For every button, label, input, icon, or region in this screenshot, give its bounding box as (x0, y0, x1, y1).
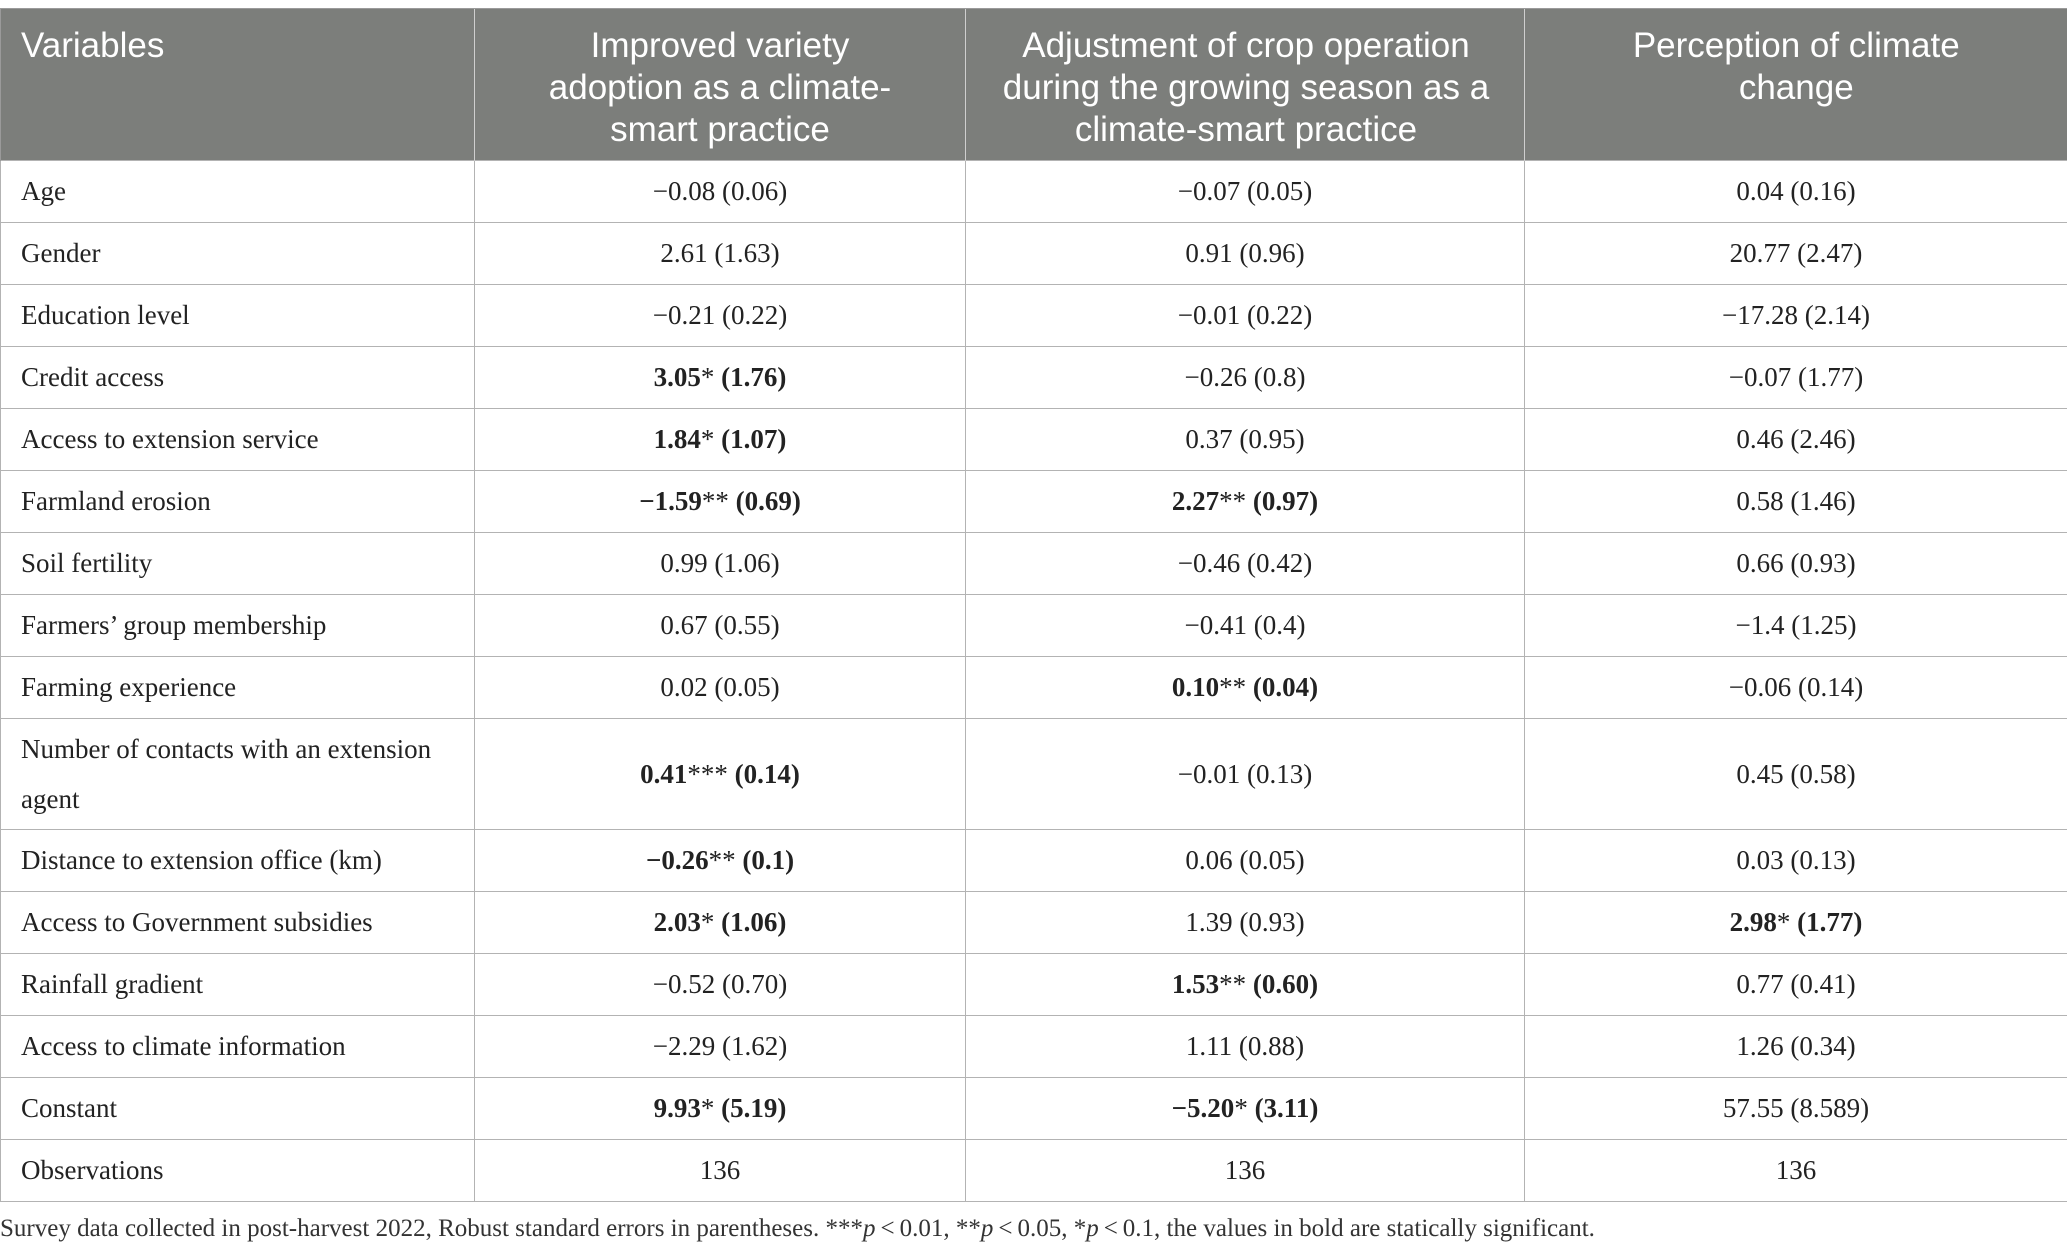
table-row (1, 533, 2067, 595)
row-label: Credit access (1, 347, 475, 409)
coefficient-cell (475, 1016, 966, 1078)
standard-error: (0.13) (1247, 759, 1313, 789)
coefficient-cell (1525, 347, 2067, 409)
significance-stars: ** (701, 486, 729, 516)
coef-value: −0.21 (652, 300, 716, 330)
coef-value: 0.99 (660, 548, 708, 578)
table-row (1, 223, 2067, 285)
standard-error: (0.06) (722, 176, 788, 206)
standard-error: (0.60) (1252, 969, 1319, 999)
coef-value: 20.77 (1729, 238, 1791, 268)
standard-error: (3.11) (1254, 1093, 1319, 1123)
standard-error: (0.69) (735, 486, 801, 516)
coefficient-cell (966, 830, 1525, 892)
footnote-p2: p (980, 1215, 994, 1242)
standard-error: (0.93) (1239, 907, 1305, 937)
footnote-part4: < 0.1, the values in bold are statically significant. (1098, 1215, 1595, 1242)
table-body (1, 161, 2067, 1202)
standard-error: (0.8) (1253, 362, 1306, 392)
row-label: Soil fertility (1, 533, 475, 595)
coef-value: 1.26 (1736, 1031, 1784, 1061)
standard-error: (0.42) (1247, 548, 1313, 578)
coefficient-cell (1525, 1078, 2067, 1140)
table-row (1, 1016, 2067, 1078)
standard-error: (0.13) (1790, 845, 1856, 875)
standard-error: (1.06) (721, 907, 787, 937)
row-label: Observations (1, 1140, 475, 1202)
significance-stars: ** (1219, 486, 1247, 516)
standard-error: (5.19) (721, 1093, 787, 1123)
standard-error: (0.22) (722, 300, 788, 330)
coefficient-cell (1525, 657, 2067, 719)
coefficient-cell (966, 409, 1525, 471)
footnote-part3: < 0.05, * (993, 1215, 1087, 1242)
coef-value: 2.27 (1171, 486, 1220, 516)
coef-value: 2.03 (653, 907, 701, 937)
coef-value: 136 (1775, 1155, 1817, 1185)
standard-error: (1.06) (714, 548, 780, 578)
header-perception (1525, 9, 2067, 161)
row-label: Access to Government subsidies (1, 892, 475, 954)
coef-value: 0.41 (640, 759, 688, 789)
footnote-p3: p (1086, 1215, 1099, 1242)
coefficient-cell (1525, 285, 2067, 347)
row-label: Access to climate information (1, 1016, 475, 1078)
coef-value: −0.07 (1177, 176, 1241, 206)
table-row (1, 892, 2067, 954)
standard-error: (0.4) (1253, 610, 1306, 640)
coefficient-cell (475, 223, 966, 285)
standard-error: (0.04) (1252, 672, 1319, 702)
coef-value: 0.04 (1736, 176, 1784, 206)
coefficient-cell (966, 285, 1525, 347)
table-row (1, 285, 2067, 347)
coefficient-cell (1525, 830, 2067, 892)
significance-stars: *** (687, 759, 728, 789)
coef-value: −2.29 (652, 1031, 716, 1061)
coef-value: 1.53 (1171, 969, 1220, 999)
coefficient-cell (475, 533, 966, 595)
coefficient-cell (475, 471, 966, 533)
standard-error: (0.41) (1790, 969, 1856, 999)
coef-value: 136 (699, 1155, 741, 1185)
coef-value: 1.84 (653, 424, 701, 454)
standard-error: (0.88) (1238, 1031, 1305, 1061)
table-row (1, 1078, 2067, 1140)
header-row (1, 9, 2067, 161)
regression-table (0, 8, 2067, 1202)
coefficient-cell (475, 347, 966, 409)
coef-value: 0.06 (1185, 845, 1233, 875)
significance-stars: ** (1219, 672, 1247, 702)
coef-value: 2.98 (1729, 907, 1777, 937)
coefficient-cell (966, 1140, 1525, 1202)
coef-value: −0.01 (1177, 759, 1241, 789)
significance-stars: * (700, 362, 715, 392)
header-improved-variety (475, 9, 966, 161)
standard-error: (2.14) (1804, 300, 1870, 330)
row-label: Age (1, 161, 475, 223)
coefficient-cell (475, 1140, 966, 1202)
standard-error: (8.589) (1790, 1093, 1870, 1123)
significance-stars: ** (1219, 969, 1247, 999)
standard-error: (0.93) (1790, 548, 1856, 578)
coef-value: 0.10 (1171, 672, 1220, 702)
standard-error: (0.22) (1247, 300, 1313, 330)
coefficient-cell (1525, 1016, 2067, 1078)
coefficient-cell (966, 471, 1525, 533)
table-row (1, 595, 2067, 657)
header-perception-text: Perception of climate change (1632, 26, 1960, 107)
coefficient-cell (475, 409, 966, 471)
table-row (1, 830, 2067, 892)
coef-value: 0.45 (1736, 759, 1784, 789)
row-label: Rainfall gradient (1, 954, 475, 1016)
significance-stars: * (700, 424, 715, 454)
standard-error: (0.05) (1239, 845, 1305, 875)
coefficient-cell (475, 1078, 966, 1140)
coefficient-cell (966, 533, 1525, 595)
coefficient-cell (1525, 954, 2067, 1016)
coef-value: 2.61 (660, 238, 708, 268)
standard-error: (0.95) (1239, 424, 1305, 454)
coef-value: 0.46 (1736, 424, 1784, 454)
table-row (1, 409, 2067, 471)
coefficient-cell (1525, 1140, 2067, 1202)
standard-error: (0.16) (1790, 176, 1856, 206)
coefficient-cell (966, 1016, 1525, 1078)
coef-value: −0.46 (1177, 548, 1241, 578)
row-label: Number of contacts with an extension agent (1, 719, 475, 830)
row-label: Farmland erosion (1, 471, 475, 533)
coefficient-cell (475, 830, 966, 892)
table-row (1, 161, 2067, 223)
coefficient-cell (1525, 223, 2067, 285)
standard-error: (0.96) (1239, 238, 1305, 268)
coefficient-cell (475, 954, 966, 1016)
footnote-p1: p (862, 1215, 876, 1242)
coef-value: 0.02 (660, 672, 708, 702)
standard-error: (1.25) (1791, 610, 1857, 640)
row-label: Constant (1, 1078, 475, 1140)
coefficient-cell (1525, 471, 2067, 533)
coefficient-cell (475, 719, 966, 830)
row-label: Gender (1, 223, 475, 285)
coefficient-cell (475, 892, 966, 954)
standard-error: (0.05) (714, 672, 780, 702)
coefficient-cell (966, 161, 1525, 223)
coef-value: 1.11 (1185, 1031, 1233, 1061)
coef-value: 0.58 (1736, 486, 1784, 516)
coefficient-cell (1525, 409, 2067, 471)
standard-error: (0.34) (1790, 1031, 1856, 1061)
header-variables: Variables (1, 9, 475, 161)
table-row (1, 954, 2067, 1016)
standard-error: (0.14) (1798, 672, 1864, 702)
row-label: Education level (1, 285, 475, 347)
standard-error: (1.46) (1790, 486, 1856, 516)
standard-error: (0.14) (734, 759, 800, 789)
coefficient-cell (475, 657, 966, 719)
coefficient-cell (966, 1078, 1525, 1140)
standard-error: (1.76) (721, 362, 787, 392)
coef-value: −0.26 (1184, 362, 1247, 392)
standard-error: (0.97) (1252, 486, 1319, 516)
table-row (1, 719, 2067, 830)
coef-value: −5.20 (1171, 1093, 1235, 1123)
significance-stars: ** (708, 845, 736, 875)
header-crop-operation-text: Adjustment of crop operation during the growing season as a climate-smart practice (1002, 26, 1490, 149)
coefficient-cell (966, 347, 1525, 409)
header-crop-operation (966, 9, 1525, 161)
standard-error: (0.1) (742, 845, 795, 875)
coef-value: 0.66 (1736, 548, 1784, 578)
standard-error: (1.77) (1797, 907, 1863, 937)
coef-value: −0.52 (652, 969, 716, 999)
standard-error: (0.55) (714, 610, 780, 640)
coef-value: −1.59 (639, 486, 702, 516)
coef-value: −0.01 (1177, 300, 1241, 330)
standard-error: (0.70) (722, 969, 788, 999)
coef-value: −0.26 (645, 845, 709, 875)
row-label: Access to extension service (1, 409, 475, 471)
coef-value: −0.07 (1728, 362, 1792, 392)
table-row (1, 347, 2067, 409)
coef-value: 0.91 (1185, 238, 1233, 268)
coef-value: 3.05 (653, 362, 701, 392)
table-row (1, 1140, 2067, 1202)
coefficient-cell (1525, 161, 2067, 223)
header-improved-variety-text: Improved variety adoption as a climate-smart practice (548, 26, 892, 149)
row-label: Farming experience (1, 657, 475, 719)
table-header (1, 9, 2067, 161)
significance-stars: * (700, 907, 715, 937)
coefficient-cell (966, 719, 1525, 830)
coef-value: 0.37 (1185, 424, 1233, 454)
coefficient-cell (1525, 719, 2067, 830)
standard-error: (0.05) (1247, 176, 1313, 206)
coefficient-cell (966, 657, 1525, 719)
table-footnote (0, 1215, 2067, 1243)
standard-error: (1.63) (714, 238, 780, 268)
table-row (1, 657, 2067, 719)
coefficient-cell (966, 892, 1525, 954)
coefficient-cell (966, 954, 1525, 1016)
coef-value: −0.06 (1728, 672, 1792, 702)
footnote-part2: < 0.01, ** (875, 1215, 981, 1242)
coef-value: −17.28 (1722, 300, 1798, 330)
standard-error: (1.07) (721, 424, 787, 454)
coefficient-cell (1525, 595, 2067, 657)
coefficient-cell (1525, 533, 2067, 595)
standard-error: (2.46) (1790, 424, 1856, 454)
significance-stars: * (1776, 907, 1791, 937)
standard-error: (1.62) (722, 1031, 788, 1061)
coefficient-cell (475, 595, 966, 657)
standard-error: (2.47) (1797, 238, 1863, 268)
coefficient-cell (1525, 892, 2067, 954)
footnote-part1: Survey data collected in post-harvest 2022, Robust standard errors in parentheses. *** (0, 1215, 863, 1242)
coef-value: −1.4 (1735, 610, 1785, 640)
coef-value: −0.08 (652, 176, 716, 206)
significance-stars: * (1234, 1093, 1248, 1123)
row-label: Distance to extension office (km) (1, 830, 475, 892)
coefficient-cell (475, 161, 966, 223)
coef-value: 0.03 (1736, 845, 1784, 875)
coef-value: −0.41 (1184, 610, 1247, 640)
standard-error: (1.77) (1798, 362, 1864, 392)
regression-table-container (0, 8, 2067, 1202)
coef-value: 57.55 (1722, 1093, 1784, 1123)
coef-value: 0.77 (1736, 969, 1784, 999)
coef-value: 1.39 (1185, 907, 1233, 937)
table-row (1, 471, 2067, 533)
coef-value: 136 (1224, 1155, 1266, 1185)
coefficient-cell (475, 285, 966, 347)
coef-value: 0.67 (660, 610, 708, 640)
standard-error: (0.58) (1790, 759, 1856, 789)
coef-value: 9.93 (653, 1093, 701, 1123)
coefficient-cell (966, 223, 1525, 285)
coefficient-cell (966, 595, 1525, 657)
significance-stars: * (700, 1093, 715, 1123)
row-label: Farmers’ group membership (1, 595, 475, 657)
